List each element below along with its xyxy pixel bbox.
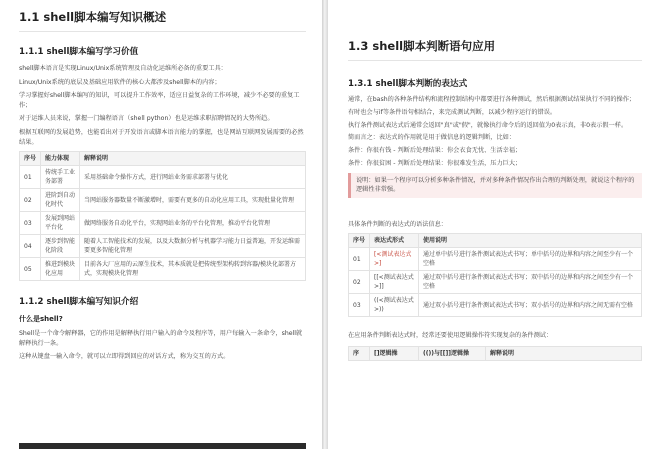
table-cell: 04 [20,235,41,258]
paragraph: 有时也会与if等条件语句相结合，来完成测试判断，以减少程序运行的错误。 [348,108,557,116]
table-cell: 02 [349,271,370,294]
table-cell: 进阶到自动化时代 [41,189,80,212]
table-cell: 通过双小括号进行条件测试表达式书写；双小括号的边界和内容之间无需有空格 [419,294,642,317]
paragraph: 在应用条件判断表达式时，经常还要使用逻辑操作符实现复杂的条件测试： [348,332,553,340]
table-header-row [349,347,642,361]
table-cell: 传统手工业务部署 [41,166,80,189]
table-cell: 采用基础命令操作方式，进行网站业务需求部署与优化 [80,166,306,189]
table-cell: 通过双中括号进行条件测试表达式书写；双中括号的边界和内容之间至少有一个空格 [419,271,642,294]
table-cell: 02 [20,189,41,212]
section-title: 1.3 shell脚本判断语句应用 [348,39,496,53]
table-header: 解释说明 [80,152,306,166]
table-header: 序号 [349,234,370,248]
table-header: 使用说明 [419,234,642,248]
paragraph: 简而言之：表达式的作用就是用于做信息的逻辑判断，比如： [348,134,516,142]
table-header: (())与[[]]逻辑操 [419,347,486,361]
table-row [20,166,306,189]
paragraph: Linux/Unix系统的底层及基础应用软件的核心大都涉及shell脚本的内容； [19,78,221,86]
table-row [349,248,642,271]
table-cell: 01 [20,166,41,189]
table-intro: 具体条件判断的表达式的语法信息： [348,220,447,228]
table-header-row [349,234,642,248]
paragraph: 学习掌握好shell脚本编写的知识，可以提升工作效率，适应日益复杂的工作环境，减少不必要的重复工作； [19,92,300,109]
table-cell: 03 [20,212,41,235]
title-rule [348,60,642,61]
table-header: 解释说明 [486,347,642,361]
table-header: 表达式形式 [370,234,419,248]
table-header: 序 [349,347,370,361]
table-cell: 当网站服务器数量不断激增时，需要有更多的自动化应用工具，实现批量化管理 [80,189,306,212]
logic-operator-table [348,346,642,361]
table-cell: 目前各大厂应用的云原生技术，其本质就是把传统型架构转到容器/模块化部署方式，实现模块化管理 [80,258,306,281]
table-header: 序号 [20,152,41,166]
table-cell: 03 [349,294,370,317]
title-rule [19,31,306,32]
note-callout [348,173,642,198]
subsection-title: 1.1.1 shell脚本编写学习价值 [19,47,139,57]
table-header: []逻辑操 [370,347,419,361]
table-row [349,294,642,317]
table-cell: 通过单中括号进行条件测试表达式书写；单中括号的边界和内容之间至少有一个空格 [419,248,642,271]
table-row [20,189,306,212]
paragraph: 条件：你很贫困 - 判断后处理结果：你很难发生活，压力巨大； [348,159,522,167]
table-row [20,212,306,235]
paragraph: 条件：你很有钱 - 判断后处理结果：你会衣食无忧、生活幸福； [348,147,522,155]
table-header: 能力体现 [41,152,80,166]
table-cell: [<测试表达式>] [370,248,419,271]
subsection-title: 1.3.1 shell脚本判断的表达式 [348,79,468,89]
paragraph: Shell是一个命令解释器，它的作用是解释执行用户输入的命令及程序等，用户每输入一条命令，shell就解释执行一条。 [19,330,303,347]
table-cell: 01 [349,248,370,271]
paragraph: 根据互联网的发展趋势，也能看出对于开发语言或脚本语言能力的掌握，也是网站互联网发展需要的必然结果。 [19,129,304,146]
table-row [349,271,642,294]
code-block-edge [19,443,306,449]
paragraph: 这种从键盘一输入命令，就可以立即得到回应的对话方式，称为交互的方式。 [19,353,230,361]
paragraph: 执行条件测试表达式后通常会返回"真"或"假"，就像执行命令后的返回值为0表示真，非0表示假一样。 [348,121,628,129]
table-cell: [[<测试表达式>]] [370,271,419,294]
subsection-title: 1.1.2 shell脚本编写知识介绍 [19,297,139,308]
question-heading: 什么是shell? [19,315,63,324]
left-page [0,0,322,449]
section-title: 1.1 shell脚本编写知识概述 [19,10,167,24]
paragraph: 对于运维人员来说，掌握一门编程语言（shell python）也是运维求职招聘情况的大势所趋。 [19,115,274,123]
table-cell: 05 [20,258,41,281]
table-cell: 做网络服务自动化平台，实现网站业务的平台化管理，推动平台化管理 [80,212,306,235]
table-header-row [20,152,306,166]
table-cell: 随着人工智能技术的发展，以及大数据分析与机器学习能力日益普遍，开发运维需要更多智能化管理 [80,235,306,258]
table-cell: 逐步到智能化阶段 [41,235,80,258]
right-page [328,0,654,449]
expression-table [348,233,642,317]
callout-text: 说明：如果一个程序可以分析多种条件情况，并对多种条件情况作出合理的判断处理，就说这个程序的逻辑性非常强。 [356,176,635,194]
ability-table [19,151,306,281]
paragraph: 通常，在bash的各种条件结构和流程控制结构中都要进行各种测试，然后根据测试结果执行不同的操作； [348,96,636,103]
table-row [20,235,306,258]
paragraph: shell脚本语言是实现Linux/Unix系统管理及自动化运维所必备的重要工具： [19,65,227,72]
table-cell: 推进到模块化应用 [41,258,80,281]
table-cell: 发展到网站平台化 [41,212,80,235]
table-cell: ((<测试表达式>)) [370,294,419,317]
table-row [20,258,306,281]
